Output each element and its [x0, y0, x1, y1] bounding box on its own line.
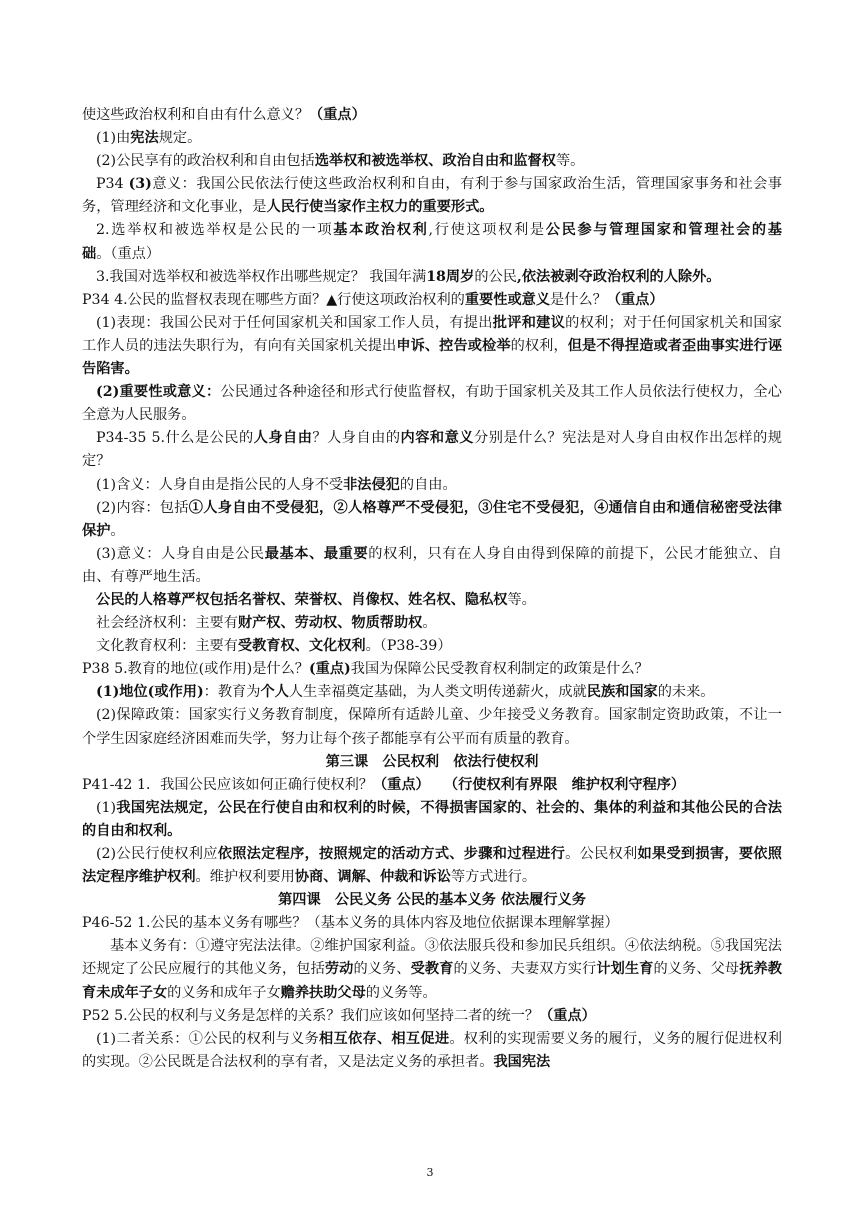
paragraph: P34-35 5.什么是公民的人身自由？人身自由的内容和意义分别是什么？宪法是对人身自由权作出怎样的规定？ — [82, 430, 782, 470]
paragraph: P38 5.教育的地位(或作用)是什么？(重点)我国为保障公民受教育权利制定的政策是什么？ — [82, 661, 649, 678]
paragraph: (3)意义：人身自由是公民最基本、最重要的权利，只有在人身自由得到保障的前提下，公民才能独立、自由、有尊严地生活。 — [82, 545, 782, 585]
paragraph: (2)保障政策：国家实行义务教育制度，保障所有适龄儿童、少年接受义务教育。国家制定资助政策，不让一个学生因家庭经济困难而失学，努力让每个孩子都能享有公平而有质量的教育。 — [82, 707, 782, 747]
paragraph: 2.选举权和被选举权是公民的一项基本政治权利,行使这项权利是公民参与管理国家和管理社会的基础。（重点） — [82, 222, 782, 262]
paragraph: P34 4.公民的监督权表现在哪些方面？▲行使这项政治权利的重要性或意义是什么？（重点） — [82, 291, 664, 308]
paragraph: 社会经济权利：主要有财产权、劳动权、物质帮助权。 — [96, 615, 437, 632]
paragraph: 3.我国对选举权和被选举权作出哪些规定？ 我国年满18周岁的公民,依法被剥夺政治权利的人除外。 — [96, 268, 721, 285]
paragraph: (1)表现：我国公民对于任何国家机关和国家工作人员，有提出批评和建议的权利；对于任何国家机关和国家工作人员的违法失职行为，有向有关国家机关提出申诉、控告或检举的权利，但是不得捏造或者歪曲事实进行诬告陷害。 — [82, 314, 782, 378]
paragraph: (1)含义：人身自由是指公民的人身不受非法侵犯的自由。 — [96, 476, 457, 493]
paragraph: (2)内容：包括①人身自由不受侵犯，②人格尊严不受侵犯，③住宅不受侵犯，④通信自由和通信秘密受法律保护。 — [82, 499, 782, 539]
paragraph: (2)公民行使权利应依照法定程序，按照规定的活动方式、步骤和过程进行。公民权利如果受到损害，要依照法定程序维护权利。维护权利要用协商、调解、仲裁和诉讼等方式进行。 — [82, 846, 782, 886]
paragraph: (1)由宪法规定。 — [96, 130, 202, 147]
document-body — [82, 104, 782, 1074]
section-heading: 第四课 公民义务 公民的基本义务 依法履行义务 — [278, 892, 586, 909]
paragraph: 公民的人格尊严权包括名誉权、荣誉权、肖像权、姓名权、隐私权等。 — [96, 591, 536, 608]
paragraph: 文化教育权利：主要有受教育权、文化权利。（P38-39） — [96, 638, 452, 655]
paragraph: (2)公民享有的政治权利和自由包括选举权和被选举权、政治自由和监督权等。 — [96, 153, 585, 170]
section-heading: 第三课 公民权利 依法行使权利 — [325, 753, 539, 770]
paragraph: 使这些政治权利和自由有什么意义？（重点） — [82, 107, 366, 123]
paragraph: (1)我国宪法规定，公民在行使自由和权利的时候，不得损害国家的、社会的、集体的利益和其他公民的合法的自由和权利。 — [82, 799, 782, 839]
paragraph: P46-52 1.公民的基本义务有哪些？（基本义务的具体内容及地位依据课本理解掌握） — [82, 915, 619, 932]
page-number: 3 — [426, 1166, 434, 1179]
paragraph: P52 5.公民的权利与义务是怎样的关系？我们应该如何坚持二者的统一？（重点） — [82, 1007, 596, 1024]
paragraph: 基本义务有：①遵守宪法法律。②维护国家利益。③依法服兵役和参加民兵组织。④依法纳税。⑤我国宪法还规定了公民应履行的其他义务，包括劳动的义务、受教育的义务、夫妻双方实行计划生育的义务、父母抚养教育未成年子女的义务和成年子女赡养扶助父母的义务等。 — [82, 938, 782, 1001]
paragraph: (1)二者关系：①公民的权利与义务相互依存、相互促进。权利的实现需要义务的履行，义务的履行促进权利的实现。②公民既是合法权利的享有者，又是法定义务的承担者。我国宪法 — [82, 1030, 782, 1070]
paragraph: P34 (3)意义：我国公民依法行使这些政治权利和自由，有利于参与国家政治生活，管理国家事务和社会事务，管理经济和文化事业，是人民行使当家作主权力的重要形式。 — [82, 176, 782, 216]
paragraph: (2)重要性或意义：公民通过各种途径和形式行使监督权，有助于国家机关及其工作人员依法行使权力，全心全意为人民服务。 — [82, 384, 782, 424]
paragraph: (1)地位(或作用)：教育为个人人生幸福奠定基础，为人类文明传递薪火，成就民族和国家的未来。 — [96, 684, 715, 701]
paragraph: P41-42 1．我国公民应该如何正确行使权利？（重点） （行使权利有界限 维护权利守程序） — [82, 776, 686, 793]
